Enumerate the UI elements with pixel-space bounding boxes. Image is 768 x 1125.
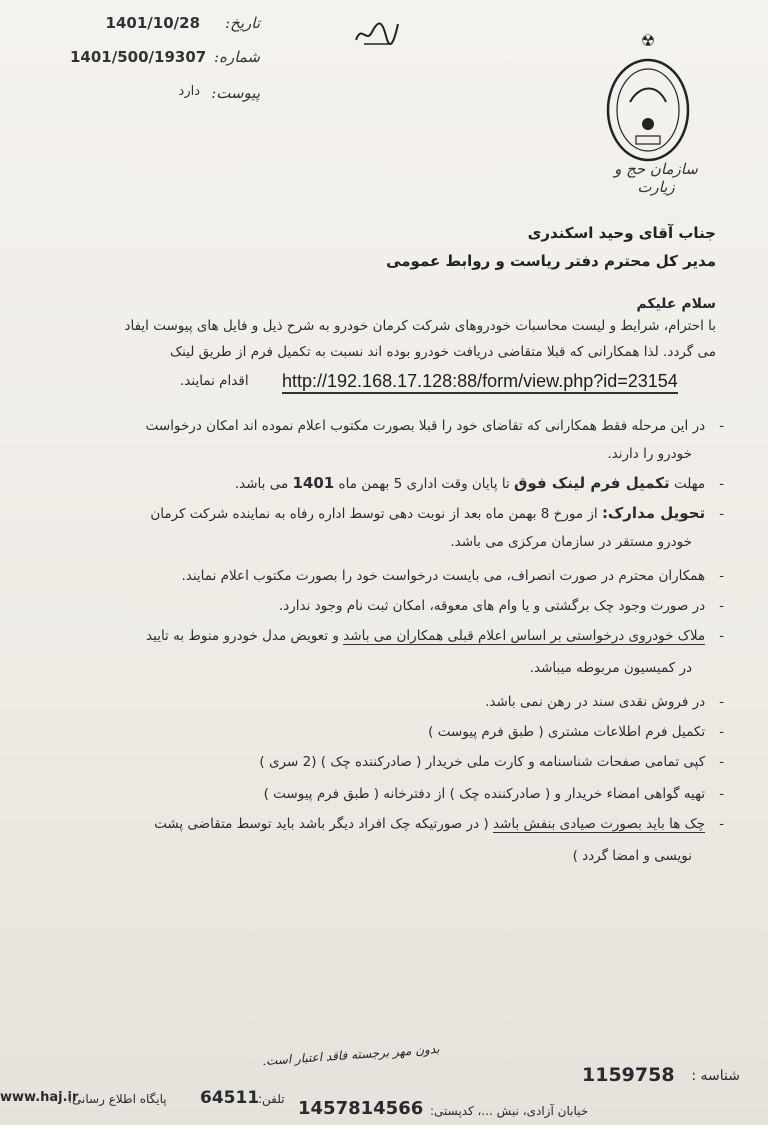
bullet-5-text: در صورت وجود چک برگشتی و یا وام های معوقه، امکان ثبت نام وجود ندارد. — [278, 598, 706, 614]
date-row — [70, 14, 260, 40]
attachment-value: دارد — [178, 84, 200, 99]
date-label: تاریخ: — [225, 14, 260, 32]
bullet-3: -تحویل مدارک: از مورخ 8 بهمن ماه بعد از نوبت دهی توسط اداره رفاه به نماینده شرکت کرمان — [150, 504, 724, 522]
bullet-11: -چک ها باید بصورت صیادی بنفش باشد ( در صورتیکه چک افراد دیگر باشد باید توسط متقاضی پشت — [154, 816, 724, 832]
body-link-suffix: اقدام نمایند. — [180, 373, 249, 389]
bullet-6-rest: و تعویض مدل خودرو منوط به تایید — [146, 628, 339, 644]
body-line-1: با احترام، شرایط و لیست محاسبات خودروهای شرکت کرمان خودرو به شرح ذیل و فایل های پیوست ایفاد — [124, 318, 716, 334]
bullet-8-text: تکمیل فرم اطلاعات مشتری ( طبق فرم پیوست ) — [428, 724, 706, 740]
bullet-3-bold: تحویل مدارک: — [601, 504, 706, 522]
bullet-2-mid: تا پایان وقت اداری 5 بهمن ماه — [338, 476, 510, 492]
number-row — [70, 48, 260, 74]
bullet-9: -کپی تمامی صفحات شناسنامه و کارت ملی خریدار ( صادرکننده چک ) (2 سری ) — [259, 754, 724, 770]
bullet-3-text: از مورخ 8 بهمن ماه بعد از نوبت دهی توسط اداره رفاه به نماینده شرکت کرمان — [150, 506, 598, 522]
greeting: سلام علیکم — [636, 296, 716, 312]
document-id — [580, 1064, 740, 1090]
footer-contact — [0, 1088, 768, 1119]
organization-name: سازمان حج و زیارت — [614, 160, 698, 196]
bullet-6-underlined: ملاک خودروی درخواستی بر اساس اعلام قبلی همکاران می باشد — [343, 628, 706, 644]
handwritten-signature — [352, 14, 400, 50]
phone-label: تلفن: — [258, 1092, 285, 1106]
bullet-8: -تکمیل فرم اطلاعات مشتری ( طبق فرم پیوست ) — [428, 724, 724, 740]
bullet-1: -در این مرحله فقط همکارانی که تقاضای خود را قبلا بصورت مکتوب اعلام نموده اند امکان درخواست — [145, 418, 724, 434]
validity-note: بدون مهر برجسته فاقد اعتبار است. — [261, 1041, 440, 1069]
number-label: شماره: — [214, 48, 260, 66]
bullet-11-cont: نویسی و امضا گردد ) — [572, 848, 692, 864]
number-value: 1401/500/19307 — [70, 48, 207, 66]
recipient-title: مدیر کل محترم دفتر ریاست و روابط عمومی — [386, 252, 716, 270]
attachment-row — [70, 84, 260, 110]
bullet-10: -تهیه گواهی امضاء خریدار و ( صادرکننده چک ) از دفترخانه ( طبق فرم پیوست ) — [263, 786, 724, 802]
date-value: 1401/10/28 — [105, 14, 200, 32]
bullet-1-cont: خودرو را دارند. — [607, 446, 692, 462]
bullet-2-year: 1401 — [292, 474, 335, 492]
bullet-2-pre: مهلت — [673, 476, 706, 492]
document-id-value: 1159758 — [582, 1064, 675, 1086]
bullet-2: -مهلت تکمیل فرم لینک فوق تا پایان وقت اداری 5 بهمن ماه 1401 می باشد. — [234, 474, 724, 492]
svg-text:☢: ☢ — [640, 32, 656, 50]
bullet-11-rest: ( در صورتیکه چک افراد دیگر باشد باید توسط متقاضی پشت — [154, 816, 489, 832]
phone-number: 1457814566 — [298, 1098, 424, 1119]
form-link[interactable]: http://192.168.17.128:88/form/view.php?id=23154 — [282, 370, 678, 394]
bullet-1-text: در این مرحله فقط همکارانی که تقاضای خود را قبلا بصورت مکتوب اعلام نموده اند امکان درخواست — [145, 418, 706, 434]
bullet-2-bold: تکمیل فرم لینک فوق — [514, 474, 670, 492]
info-portal-number: 64511 — [200, 1088, 260, 1108]
bullet-11-underlined: چک ها باید بصورت صیادی بنفش باشد — [492, 816, 706, 832]
recipient-name: جناب آقای وحید اسکندری — [527, 224, 716, 242]
website-link[interactable]: www.haj.ir — [0, 1090, 79, 1105]
bullet-4: -همکاران محترم در صورت انصراف، می بایست درخواست خود را بصورت مکتوب اعلام نمایند. — [181, 568, 724, 584]
document-id-label: شناسه : — [691, 1068, 740, 1084]
bullet-7-text: در فروش نقدی سند در رهن نمی باشد. — [485, 694, 706, 710]
bullet-6-cont: در کمیسیون مربوطه میباشد. — [529, 660, 692, 676]
bullet-4-text: همکاران محترم در صورت انصراف، می بایست درخواست خود را بصورت مکتوب اعلام نمایند. — [181, 568, 706, 584]
bullet-10-text: تهیه گواهی امضاء خریدار و ( صادرکننده چک ) از دفترخانه ( طبق فرم پیوست ) — [263, 786, 706, 802]
bullet-3-cont: خودرو مستقر در سازمان مرکزی می باشد. — [450, 534, 692, 550]
bullet-5: -در صورت وجود چک برگشتی و یا وام های معوقه، امکان ثبت نام وجود ندارد. — [278, 598, 724, 614]
body-line-2: می گردد. لذا همکارانی که قبلا متقاضی دریافت خودرو بوده اند نسبت به تکمیل فرم از طریق لینک — [170, 344, 716, 360]
attachment-label: پیوست: — [211, 84, 260, 102]
bullet-9-text: کپی تمامی صفحات شناسنامه و کارت ملی خریدار ( صادرکننده چک ) (2 سری ) — [259, 754, 706, 770]
ministry-emblem-icon — [600, 32, 696, 164]
address: خیابان آزادی، نبش ...، کدپستی: — [430, 1104, 589, 1118]
info-portal-label: پایگاه اطلاع رسانی: — [68, 1092, 167, 1106]
bullet-6: -ملاک خودروی درخواستی بر اساس اعلام قبلی همکاران می باشد و تعویض مدل خودرو منوط به تایید — [146, 628, 724, 644]
bullet-2-post: می باشد. — [234, 476, 289, 492]
bullet-7: -در فروش نقدی سند در رهن نمی باشد. — [485, 694, 724, 710]
